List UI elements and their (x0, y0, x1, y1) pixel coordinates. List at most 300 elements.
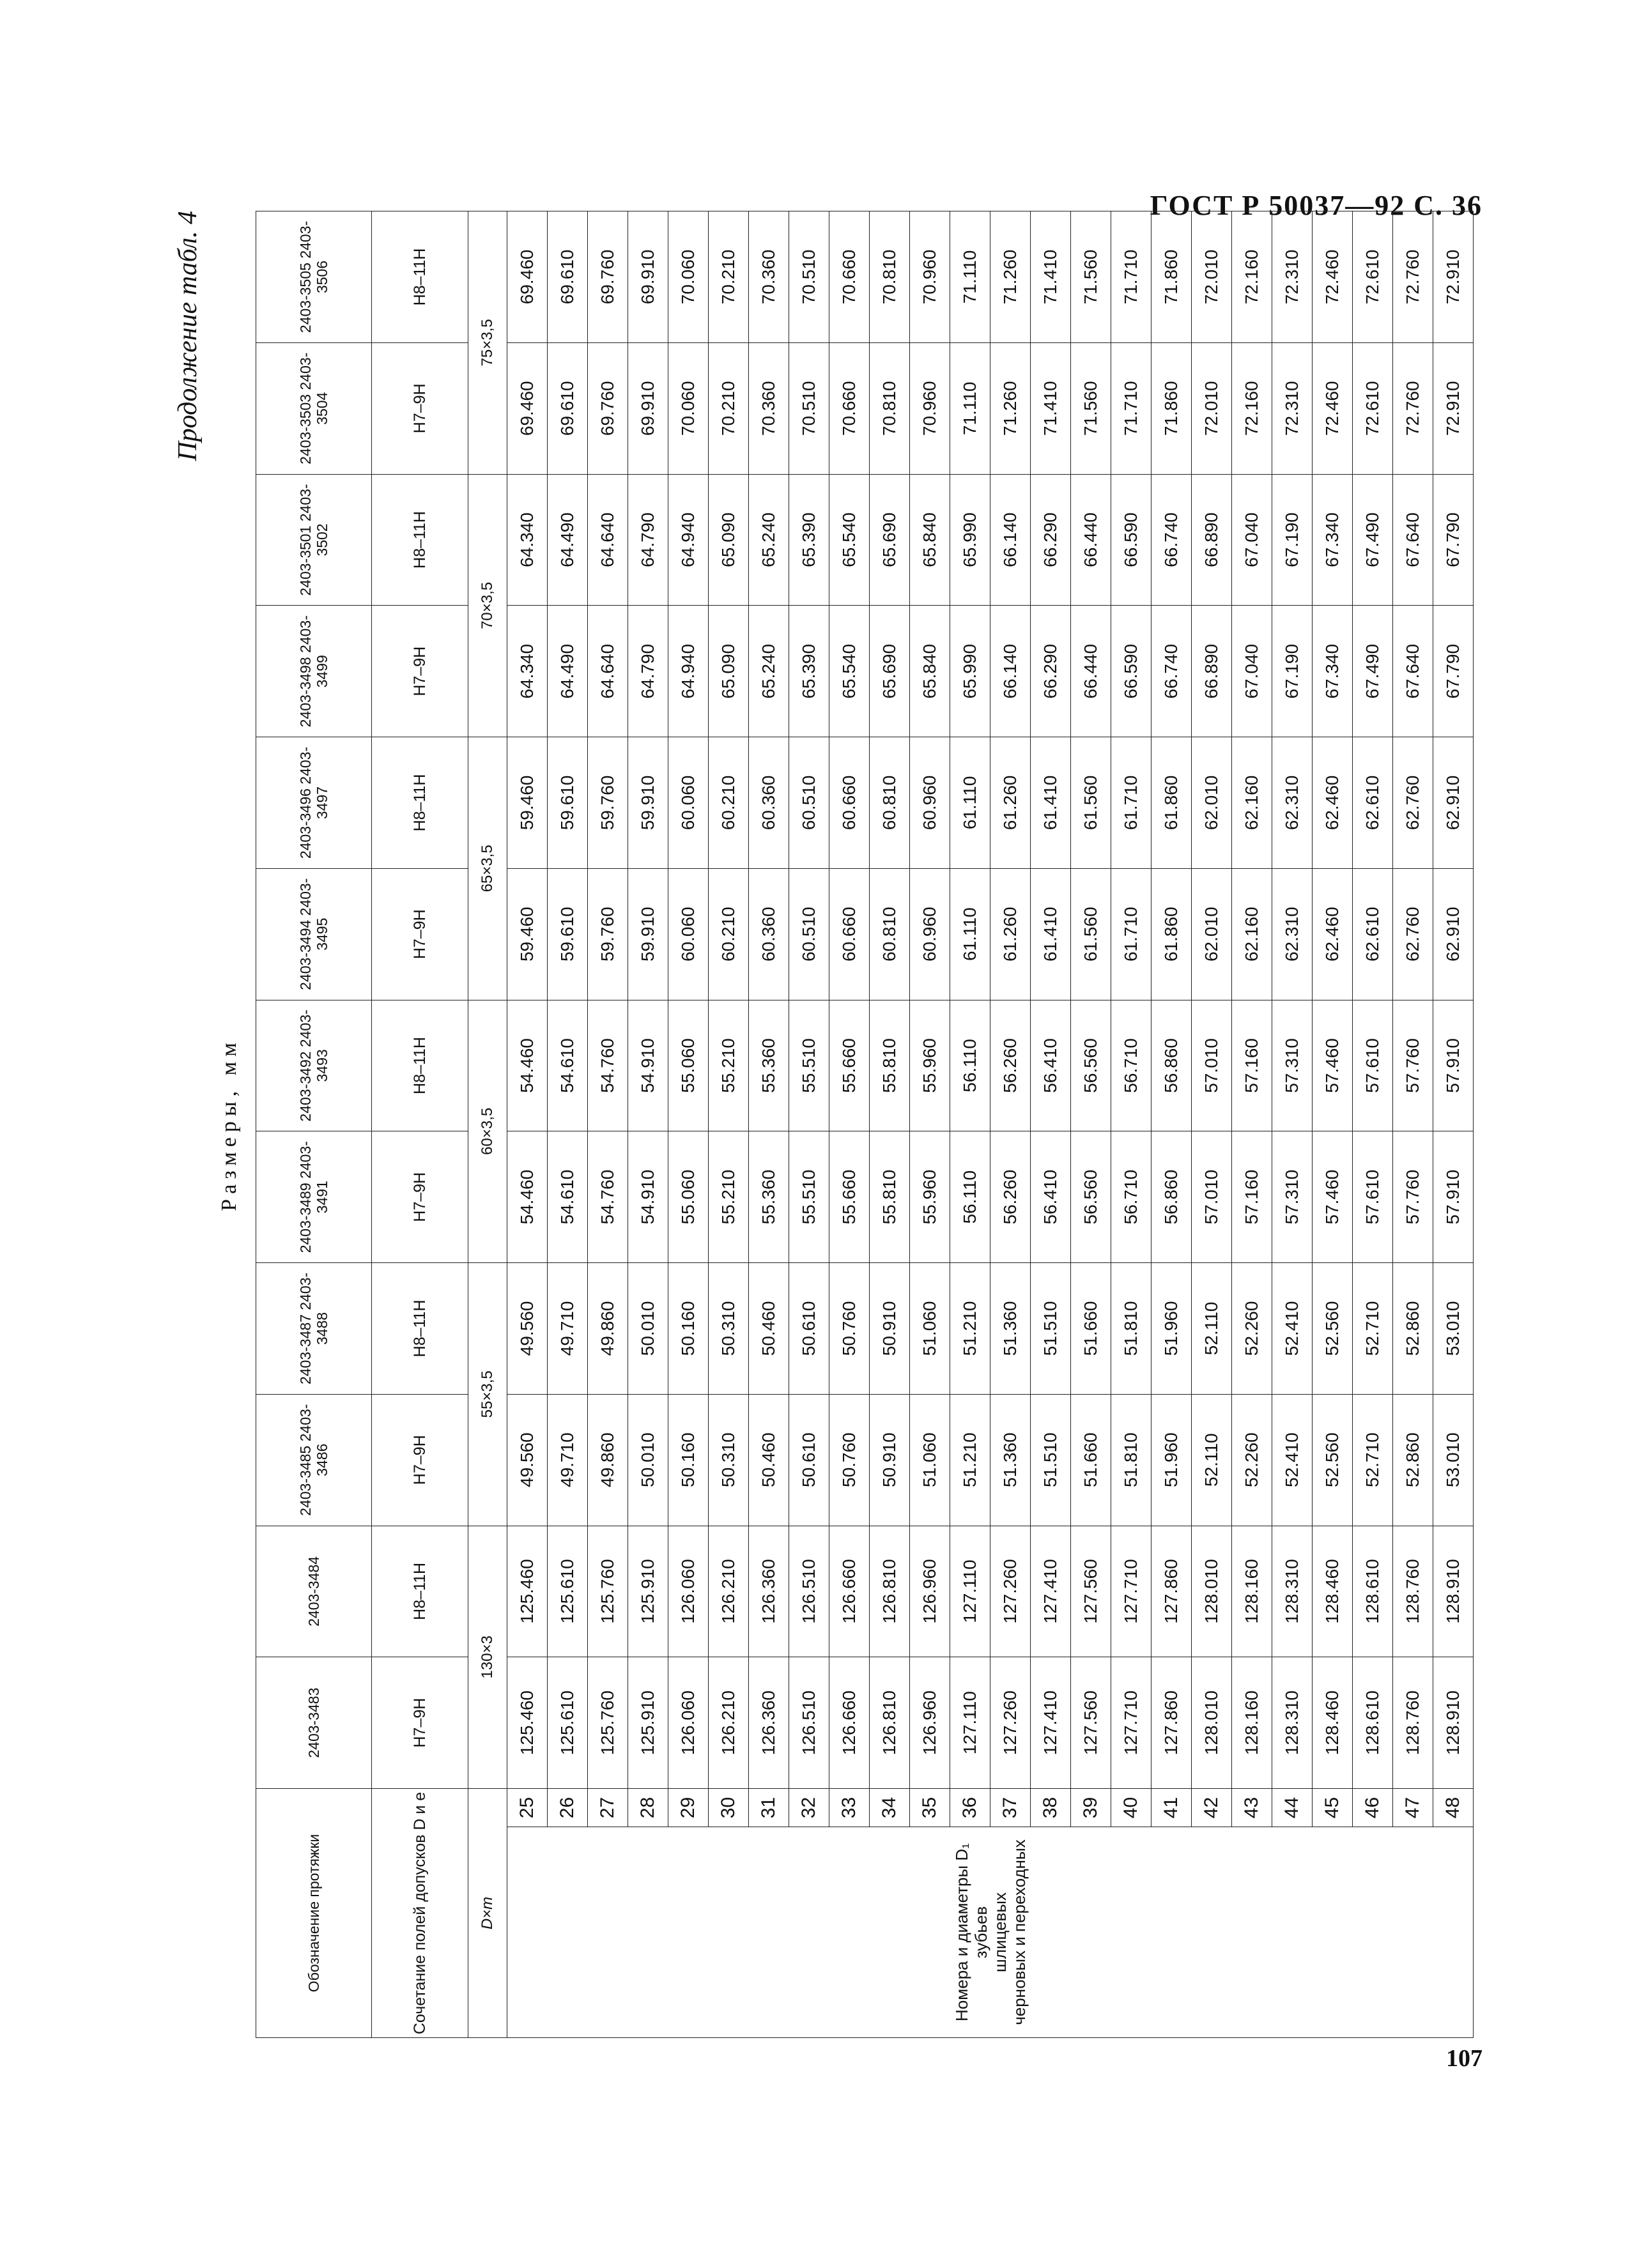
diameter-cell: 57.010 (1192, 1131, 1232, 1263)
diameter-cell: 70.960 (910, 211, 950, 343)
diameter-cell: 65.990 (950, 606, 990, 737)
diameter-cell: 127.860 (1151, 1657, 1192, 1789)
table-row (507, 211, 548, 2038)
diameter-cell: 70.660 (829, 342, 870, 474)
diameter-cell: 67.490 (1353, 474, 1393, 606)
diameter-cell: 55.660 (829, 1000, 870, 1131)
diameter-cell: 65.990 (950, 474, 990, 606)
diameter-cell: 59.910 (628, 868, 668, 1000)
diameter-cell: 67.190 (1272, 606, 1313, 737)
diameter-cell: 64.340 (507, 606, 548, 737)
diameter-cell: 56.860 (1151, 1000, 1192, 1131)
diameter-cell: 56.560 (1071, 1000, 1111, 1131)
diameter-cell: 52.260 (1232, 1263, 1272, 1395)
diameter-cell: 126.510 (789, 1657, 829, 1789)
diameter-cell: 49.710 (548, 1394, 588, 1526)
diameter-cell: 71.260 (990, 342, 1031, 474)
diameter-cell: 54.610 (548, 1000, 588, 1131)
diameter-cell: 65.390 (789, 606, 829, 737)
diameter-cell: 60.810 (870, 737, 910, 869)
dxm-label: D×m (468, 1788, 507, 2037)
diameter-cell: 62.310 (1272, 868, 1313, 1000)
tolerance-cell: H7–9H (372, 868, 468, 1000)
diameter-cell: 52.710 (1353, 1263, 1393, 1395)
diameter-cell: 55.060 (668, 1131, 709, 1263)
tooth-number: 44 (1272, 1788, 1313, 1827)
diameter-cell: 127.560 (1071, 1526, 1111, 1657)
diameter-cell: 62.910 (1433, 868, 1474, 1000)
diameter-cell: 126.810 (870, 1526, 910, 1657)
diameter-cell: 50.760 (829, 1394, 870, 1526)
diameter-cell: 62.460 (1313, 868, 1353, 1000)
diameter-cell: 128.010 (1192, 1657, 1232, 1789)
diameter-cell: 66.440 (1071, 474, 1111, 606)
diameter-cell: 126.660 (829, 1657, 870, 1789)
table-caption-bar (173, 211, 217, 2038)
diameter-cell: 50.010 (628, 1263, 668, 1395)
diameter-cell: 127.260 (990, 1526, 1031, 1657)
diameter-cell: 65.240 (749, 606, 789, 737)
designation-cell: 2403-3494 2403-3495 (256, 868, 372, 1000)
diameter-cell: 54.760 (588, 1131, 628, 1263)
diameter-cell: 61.410 (1031, 737, 1071, 869)
diameter-cell: 61.410 (1031, 868, 1071, 1000)
diameter-cell: 51.360 (990, 1263, 1031, 1395)
diameter-cell: 57.610 (1353, 1131, 1393, 1263)
diameter-cell: 57.910 (1433, 1000, 1474, 1131)
diameter-cell: 69.610 (548, 211, 588, 343)
diameter-cell: 64.790 (628, 606, 668, 737)
tooth-number: 46 (1353, 1788, 1393, 1827)
diameter-cell: 52.860 (1393, 1394, 1433, 1526)
dxm-row (468, 211, 507, 2038)
tooth-number: 32 (789, 1788, 829, 1827)
tolerance-cell: H8–11H (372, 1263, 468, 1395)
diameter-cell: 66.740 (1151, 474, 1192, 606)
diameter-cell: 62.010 (1192, 737, 1232, 869)
diameter-cell: 128.010 (1192, 1526, 1232, 1657)
dxm-cell: 55×3,5 (468, 1263, 507, 1526)
tooth-number: 29 (668, 1788, 709, 1827)
table-body (507, 211, 1474, 2038)
diameter-cell: 128.460 (1313, 1526, 1353, 1657)
diameter-cell: 70.810 (870, 211, 910, 343)
diameter-cell: 62.760 (1393, 868, 1433, 1000)
diameter-cell: 67.790 (1433, 606, 1474, 737)
diameter-cell: 71.860 (1151, 211, 1192, 343)
table-row (1433, 211, 1474, 2038)
diameter-cell: 72.760 (1393, 211, 1433, 343)
diameter-cell: 65.540 (829, 606, 870, 737)
diameter-cell: 126.510 (789, 1526, 829, 1657)
diameter-cell: 57.460 (1313, 1131, 1353, 1263)
dxm-cell: 65×3,5 (468, 737, 507, 1000)
diameter-cell: 65.690 (870, 474, 910, 606)
diameter-cell: 71.110 (950, 211, 990, 343)
diameter-cell: 57.610 (1353, 1000, 1393, 1131)
diameter-cell: 53.010 (1433, 1394, 1474, 1526)
diameter-cell: 72.160 (1232, 211, 1272, 343)
tooth-number: 26 (548, 1788, 588, 1827)
diameter-cell: 60.810 (870, 868, 910, 1000)
diameter-cell: 50.160 (668, 1394, 709, 1526)
table-row (709, 211, 749, 2038)
diameter-cell: 60.060 (668, 737, 709, 869)
diameter-cell: 52.110 (1192, 1394, 1232, 1526)
diameter-cell: 69.760 (588, 211, 628, 343)
diameter-cell: 57.310 (1272, 1131, 1313, 1263)
diameter-cell: 126.810 (870, 1657, 910, 1789)
page-header: ГОСТ Р 50037—92 С. 36 (1150, 190, 1483, 221)
table-row (870, 211, 910, 2038)
diameter-cell: 51.660 (1071, 1263, 1111, 1395)
diameter-cell: 57.010 (1192, 1000, 1232, 1131)
diameter-cell: 61.260 (990, 868, 1031, 1000)
diameter-cell: 70.960 (910, 342, 950, 474)
diameter-cell: 126.210 (709, 1526, 749, 1657)
diameter-cell: 71.410 (1031, 211, 1071, 343)
diameter-cell: 125.460 (507, 1526, 548, 1657)
diameter-cell: 56.410 (1031, 1000, 1071, 1131)
diameter-cell: 49.860 (588, 1263, 628, 1395)
diameter-cell: 127.560 (1071, 1657, 1111, 1789)
diameter-cell: 72.310 (1272, 342, 1313, 474)
diameter-cell: 62.610 (1353, 737, 1393, 869)
diameter-cell: 56.710 (1111, 1000, 1151, 1131)
tolerance-cell: H8–11H (372, 211, 468, 343)
table-row (1353, 211, 1393, 2038)
diameter-cell: 128.760 (1393, 1657, 1433, 1789)
diameter-cell: 66.140 (990, 474, 1031, 606)
diameter-cell: 72.310 (1272, 211, 1313, 343)
tooth-number: 43 (1232, 1788, 1272, 1827)
diameter-cell: 60.660 (829, 737, 870, 869)
diameter-cell: 126.060 (668, 1526, 709, 1657)
diameter-cell: 50.310 (709, 1263, 749, 1395)
diameter-cell: 71.710 (1111, 342, 1151, 474)
diameter-cell: 72.610 (1353, 211, 1393, 343)
diameter-cell: 127.710 (1111, 1657, 1151, 1789)
diameter-cell: 54.910 (628, 1131, 668, 1263)
diameter-cell: 57.160 (1232, 1131, 1272, 1263)
diameter-cell: 67.340 (1313, 474, 1353, 606)
diameter-cell: 70.360 (749, 211, 789, 343)
diameter-cell: 55.960 (910, 1000, 950, 1131)
diameter-cell: 127.710 (1111, 1526, 1151, 1657)
diameter-cell: 65.090 (709, 474, 749, 606)
diameter-cell: 55.210 (709, 1000, 749, 1131)
diameter-cell: 66.290 (1031, 606, 1071, 737)
designation-cell: 2403-3505 2403-3506 (256, 211, 372, 343)
diameter-cell: 61.860 (1151, 868, 1192, 1000)
diameter-cell: 59.610 (548, 868, 588, 1000)
diameter-cell: 70.360 (749, 342, 789, 474)
diameter-cell: 50.610 (789, 1263, 829, 1395)
diameter-cell: 50.460 (749, 1263, 789, 1395)
diameter-cell: 70.510 (789, 342, 829, 474)
diameter-cell: 67.490 (1353, 606, 1393, 737)
diameter-cell: 69.460 (507, 211, 548, 343)
diameter-cell: 128.460 (1313, 1657, 1353, 1789)
diameter-cell: 54.610 (548, 1131, 588, 1263)
tooth-number: 40 (1111, 1788, 1151, 1827)
diameter-cell: 54.460 (507, 1131, 548, 1263)
table-caption: Продолжение табл. 4 (173, 211, 203, 461)
diameter-cell: 127.260 (990, 1657, 1031, 1789)
diameter-cell: 55.660 (829, 1131, 870, 1263)
table-row (628, 211, 668, 2038)
diameter-cell: 65.540 (829, 474, 870, 606)
diameter-cell: 51.360 (990, 1394, 1031, 1526)
diameter-cell: 126.210 (709, 1657, 749, 1789)
table-row (1232, 211, 1272, 2038)
diameter-cell: 50.310 (709, 1394, 749, 1526)
diameter-cell: 50.610 (789, 1394, 829, 1526)
diameter-cell: 52.560 (1313, 1263, 1353, 1395)
diameter-cell: 128.760 (1393, 1526, 1433, 1657)
dimensions-table (256, 211, 1474, 2038)
diameter-cell: 126.060 (668, 1657, 709, 1789)
diameter-cell: 69.910 (628, 211, 668, 343)
diameter-cell: 125.610 (548, 1526, 588, 1657)
tolerance-label: Сочетание полей допусков D и e (372, 1788, 468, 2037)
designation-cell: 2403-3501 2403-3502 (256, 474, 372, 606)
diameter-cell: 70.060 (668, 342, 709, 474)
designation-row (256, 211, 372, 2038)
diameter-cell: 61.110 (950, 868, 990, 1000)
diameter-cell: 70.210 (709, 342, 749, 474)
diameter-cell: 60.210 (709, 868, 749, 1000)
diameter-cell: 55.810 (870, 1131, 910, 1263)
diameter-cell: 60.210 (709, 737, 749, 869)
tooth-number: 34 (870, 1788, 910, 1827)
diameter-cell: 51.810 (1111, 1263, 1151, 1395)
diameter-cell: 128.160 (1232, 1657, 1272, 1789)
tooth-number: 38 (1031, 1788, 1071, 1827)
table-row (749, 211, 789, 2038)
diameter-cell: 57.160 (1232, 1000, 1272, 1131)
diameter-cell: 59.760 (588, 868, 628, 1000)
diameter-cell: 125.910 (628, 1657, 668, 1789)
diameter-cell: 59.610 (548, 737, 588, 869)
diameter-cell: 65.840 (910, 474, 950, 606)
diameter-cell: 62.460 (1313, 737, 1353, 869)
table-row (1393, 211, 1433, 2038)
diameter-cell: 128.160 (1232, 1526, 1272, 1657)
diameter-cell: 50.010 (628, 1394, 668, 1526)
diameter-cell: 55.360 (749, 1131, 789, 1263)
designation-cell: 2403-3484 (256, 1526, 372, 1657)
diameter-cell: 65.240 (749, 474, 789, 606)
diameter-cell: 60.060 (668, 868, 709, 1000)
diameter-cell: 56.860 (1151, 1131, 1192, 1263)
diameter-cell: 60.360 (749, 737, 789, 869)
table-row (1272, 211, 1313, 2038)
diameter-cell: 56.410 (1031, 1131, 1071, 1263)
tooth-number: 37 (990, 1788, 1031, 1827)
diameter-cell: 55.210 (709, 1131, 749, 1263)
tolerance-cell: H8–11H (372, 737, 468, 869)
dxm-cell: 130×3 (468, 1526, 507, 1788)
diameter-cell: 69.910 (628, 342, 668, 474)
diameter-cell: 71.560 (1071, 342, 1111, 474)
diameter-cell: 51.060 (910, 1394, 950, 1526)
diameter-cell: 54.760 (588, 1000, 628, 1131)
diameter-cell: 71.410 (1031, 342, 1071, 474)
table-row (588, 211, 628, 2038)
diameter-cell: 70.210 (709, 211, 749, 343)
designation-cell: 2403-3498 2403-3499 (256, 606, 372, 737)
diameter-cell: 69.460 (507, 342, 548, 474)
diameter-cell: 72.460 (1313, 342, 1353, 474)
diameter-cell: 66.740 (1151, 606, 1192, 737)
designation-cell: 2403-3487 2403-3488 (256, 1263, 372, 1395)
table-row (548, 211, 588, 2038)
rotated-table-block (173, 211, 1483, 2038)
designation-cell: 2403-3485 2403-3486 (256, 1394, 372, 1526)
diameter-cell: 127.860 (1151, 1526, 1192, 1657)
diameter-cell: 72.160 (1232, 342, 1272, 474)
diameter-cell: 64.640 (588, 606, 628, 737)
row-group-label (507, 1827, 1474, 2038)
tooth-number: 30 (709, 1788, 749, 1827)
diameter-cell: 66.140 (990, 606, 1031, 737)
table-row (1192, 211, 1232, 2038)
diameter-cell: 60.360 (749, 868, 789, 1000)
diameter-cell: 128.310 (1272, 1526, 1313, 1657)
diameter-cell: 64.640 (588, 474, 628, 606)
diameter-cell: 61.710 (1111, 868, 1151, 1000)
diameter-cell: 64.940 (668, 474, 709, 606)
diameter-cell: 60.510 (789, 737, 829, 869)
diameter-cell: 51.060 (910, 1263, 950, 1395)
diameter-cell: 55.360 (749, 1000, 789, 1131)
designation-cell: 2403-3489 2403-3491 (256, 1131, 372, 1263)
diameter-cell: 56.260 (990, 1131, 1031, 1263)
diameter-cell: 51.960 (1151, 1394, 1192, 1526)
diameter-cell: 67.190 (1272, 474, 1313, 606)
diameter-cell: 57.910 (1433, 1131, 1474, 1263)
diameter-cell: 65.390 (789, 474, 829, 606)
diameter-cell: 56.710 (1111, 1131, 1151, 1263)
designation-cell: 2403-3483 (256, 1657, 372, 1789)
designation-cell: 2403-3496 2403-3497 (256, 737, 372, 869)
diameter-cell: 127.410 (1031, 1526, 1071, 1657)
tooth-number: 36 (950, 1788, 990, 1827)
diameter-cell: 72.460 (1313, 211, 1353, 343)
diameter-cell: 126.660 (829, 1526, 870, 1657)
diameter-cell: 66.590 (1111, 474, 1151, 606)
tolerance-row (372, 211, 468, 2038)
diameter-cell: 62.010 (1192, 868, 1232, 1000)
diameter-cell: 61.560 (1071, 868, 1111, 1000)
diameter-cell: 60.660 (829, 868, 870, 1000)
diameter-cell: 50.160 (668, 1263, 709, 1395)
diameter-cell: 67.040 (1232, 606, 1272, 737)
diameter-cell: 61.260 (990, 737, 1031, 869)
diameter-cell: 64.940 (668, 606, 709, 737)
tolerance-cell: H7–9H (372, 1394, 468, 1526)
diameter-cell: 51.510 (1031, 1263, 1071, 1395)
diameter-cell: 70.810 (870, 342, 910, 474)
table-row (829, 211, 870, 2038)
diameter-cell: 69.610 (548, 342, 588, 474)
diameter-cell: 51.210 (950, 1394, 990, 1526)
diameter-cell: 55.060 (668, 1000, 709, 1131)
diameter-cell: 51.210 (950, 1263, 990, 1395)
diameter-cell: 125.760 (588, 1526, 628, 1657)
diameter-cell: 62.610 (1353, 868, 1393, 1000)
side-label-3: черновых и переходных (1009, 1839, 1029, 2025)
page-number: 107 (1446, 2045, 1483, 2072)
table-row (1071, 211, 1111, 2038)
diameter-cell: 128.910 (1433, 1657, 1474, 1789)
diameter-cell: 65.690 (870, 606, 910, 737)
diameter-cell: 51.660 (1071, 1394, 1111, 1526)
diameter-cell: 64.490 (548, 606, 588, 737)
diameter-cell: 66.890 (1192, 606, 1232, 737)
diameter-cell: 52.260 (1232, 1394, 1272, 1526)
diameter-cell: 60.960 (910, 737, 950, 869)
table-row (1111, 211, 1151, 2038)
tooth-number: 45 (1313, 1788, 1353, 1827)
diameter-cell: 67.640 (1393, 474, 1433, 606)
designation-cell: 2403-3503 2403-3504 (256, 342, 372, 474)
diameter-cell: 126.960 (910, 1526, 950, 1657)
diameter-cell: 55.960 (910, 1131, 950, 1263)
diameter-cell: 49.560 (507, 1263, 548, 1395)
diameter-cell: 62.160 (1232, 868, 1272, 1000)
diameter-cell: 54.910 (628, 1000, 668, 1131)
tooth-number: 41 (1151, 1788, 1192, 1827)
diameter-cell: 52.410 (1272, 1394, 1313, 1526)
table-row (910, 211, 950, 2038)
table-subheader: Размеры, мм (217, 1038, 241, 1211)
diameter-cell: 125.460 (507, 1657, 548, 1789)
diameter-cell: 52.410 (1272, 1263, 1313, 1395)
diameter-cell: 65.090 (709, 606, 749, 737)
diameter-cell: 53.010 (1433, 1263, 1474, 1395)
diameter-cell: 67.640 (1393, 606, 1433, 737)
diameter-cell: 125.610 (548, 1657, 588, 1789)
diameter-cell: 71.860 (1151, 342, 1192, 474)
diameter-cell: 50.460 (749, 1394, 789, 1526)
diameter-cell: 51.810 (1111, 1394, 1151, 1526)
tolerance-cell: H7–9H (372, 1131, 468, 1263)
diameter-cell: 62.160 (1232, 737, 1272, 869)
diameter-cell: 71.710 (1111, 211, 1151, 343)
tolerance-cell: H7–9H (372, 1657, 468, 1789)
table-row (789, 211, 829, 2038)
diameter-cell: 65.840 (910, 606, 950, 737)
diameter-cell: 128.610 (1353, 1657, 1393, 1789)
diameter-cell: 52.560 (1313, 1394, 1353, 1526)
diameter-cell: 59.460 (507, 737, 548, 869)
diameter-cell: 126.360 (749, 1526, 789, 1657)
diameter-cell: 66.890 (1192, 474, 1232, 606)
diameter-cell: 59.910 (628, 737, 668, 869)
diameter-cell: 61.110 (950, 737, 990, 869)
diameter-cell: 51.960 (1151, 1263, 1192, 1395)
diameter-cell: 59.760 (588, 737, 628, 869)
diameter-cell: 64.790 (628, 474, 668, 606)
diameter-cell: 50.910 (870, 1394, 910, 1526)
tooth-number: 28 (628, 1788, 668, 1827)
tooth-number: 47 (1393, 1788, 1433, 1827)
diameter-cell: 64.340 (507, 474, 548, 606)
diameter-cell: 126.960 (910, 1657, 950, 1789)
diameter-cell: 55.510 (789, 1131, 829, 1263)
